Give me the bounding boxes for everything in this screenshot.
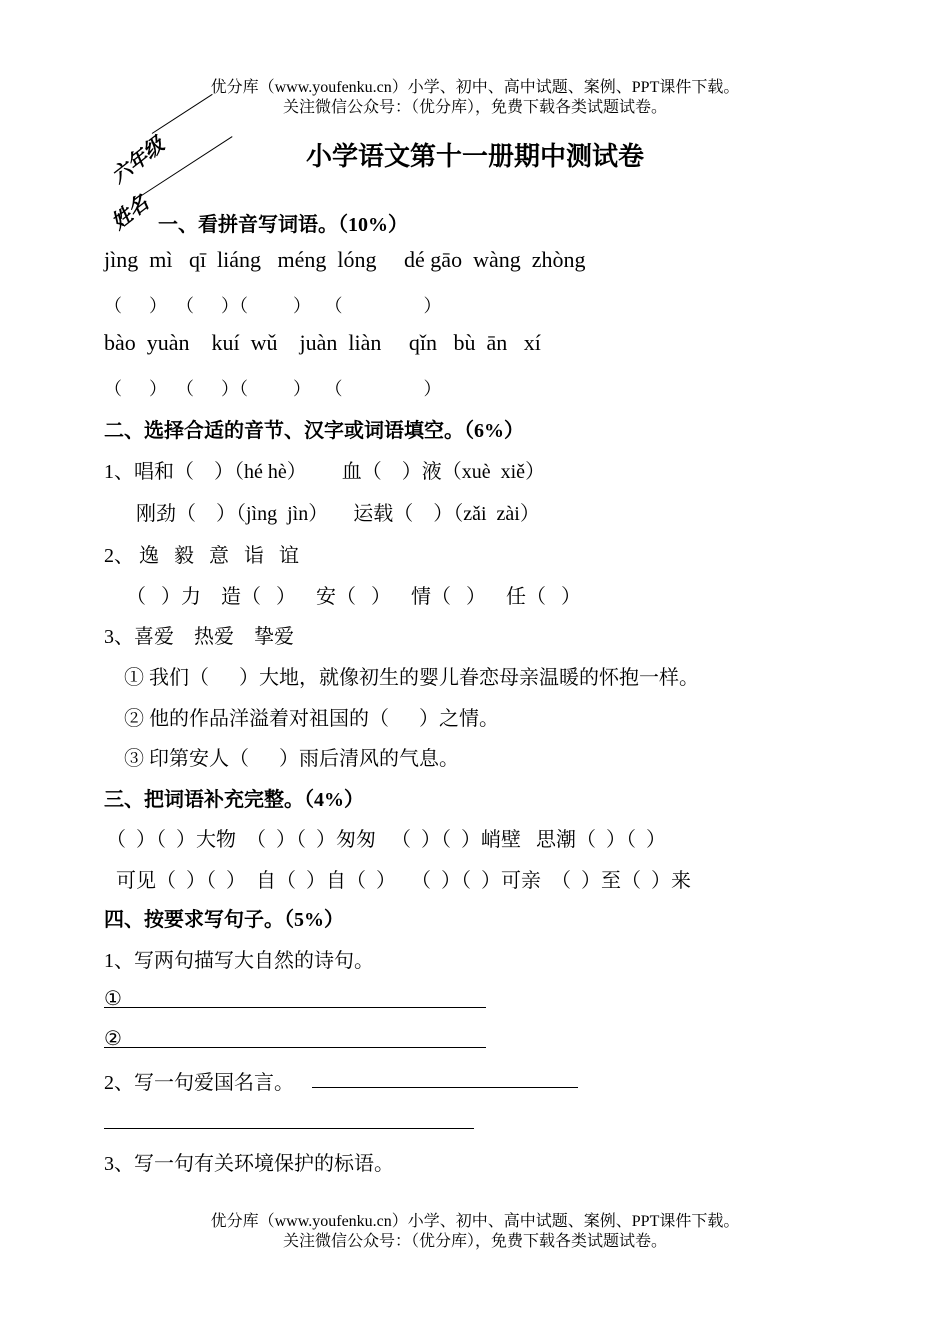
section-3-heading: 三、把词语补充完整。（4%） — [104, 789, 364, 811]
question-2-3-sentence-1: ① 我们（ ）大地，就像初生的婴儿眷恋母亲温暖的怀抱一样。 — [124, 667, 699, 689]
section-4-heading: 四、按要求写句子。（5%） — [104, 909, 344, 931]
answer-line-2 — [104, 1047, 486, 1048]
question-2-2-blanks: （ ）力 造（ ） 安（ ） 情（ ） 任（ ） — [126, 586, 581, 608]
answer-line-1 — [104, 1007, 486, 1008]
section-1-heading: 一、看拼音写词语。（10%） — [158, 214, 408, 236]
question-4-1: 1、写两句描写大自然的诗句。 — [104, 950, 374, 972]
header-line-2: 关注微信公众号：（优分库），免费下载各类试题试卷。 — [282, 99, 667, 116]
answer-line-4 — [104, 1128, 474, 1129]
question-2-3-sentence-2: ② 他的作品洋溢着对祖国的（ ）之情。 — [124, 708, 499, 730]
question-2-1-line-2: 刚劲（ ）（jìng jìn） 运载（ ）（zǎi zài） — [136, 503, 540, 525]
answer-blanks-row-2: （ ） （ ）（ ） （ ） — [104, 379, 442, 399]
section-2-heading: 二、选择合适的音节、汉字或词语填空。（6%） — [104, 420, 524, 442]
question-2-3-sentence-3: ③ 印第安人（ ）雨后清风的气息。 — [124, 748, 459, 770]
question-2-3-label: 3、喜爱 热爱 挚爱 — [104, 626, 294, 648]
page-title: 小学语文第十一册期中测试卷 — [305, 142, 644, 171]
question-4-3: 3、写一句有关环境保护的标语。 — [104, 1153, 394, 1175]
pinyin-row-1: jìng mì qī liáng méng lóng dé gāo wàng zhòng — [104, 247, 586, 272]
question-2-1-line-1: 1、唱和（ ）（hé hè） 血（ ）液（xuè xiě） — [104, 461, 546, 483]
footer-line-2: 关注微信公众号：（优分库），免费下载各类试题试卷。 — [282, 1233, 667, 1250]
grade-label: 六年级 — [107, 133, 169, 189]
question-4-2: 2、写一句爱国名言。 — [104, 1072, 294, 1094]
answer-marker-2: ② — [104, 1028, 122, 1050]
header-line-1: 优分库（www.youfenku.cn）小学、初中、高中试题、案例、PPT课件下载。 — [210, 79, 740, 96]
name-label: 姓名 — [107, 192, 153, 235]
question-2-2-label: 2、 逸 毅 意 诣 谊 — [104, 545, 299, 567]
idiom-row-1: （ ）（ ）大物 （ ）（ ）匆匆 （ ）（ ）峭壁 思潮（ ）（ ） — [106, 829, 666, 851]
answer-line-3 — [312, 1087, 578, 1088]
idiom-row-2: 可见（ ）（ ） 自（ ）自（ ） （ ）（ ）可亲 （ ）至（ ）来 — [116, 870, 691, 892]
answer-blanks-row-1: （ ） （ ）（ ） （ ） — [104, 296, 442, 316]
answer-marker-1: ① — [104, 988, 122, 1010]
footer-line-1: 优分库（www.youfenku.cn）小学、初中、高中试题、案例、PPT课件下载。 — [210, 1213, 740, 1230]
pinyin-row-2: bào yuàn kuí wǔ juàn liàn qǐn bù ān xí — [104, 330, 541, 355]
